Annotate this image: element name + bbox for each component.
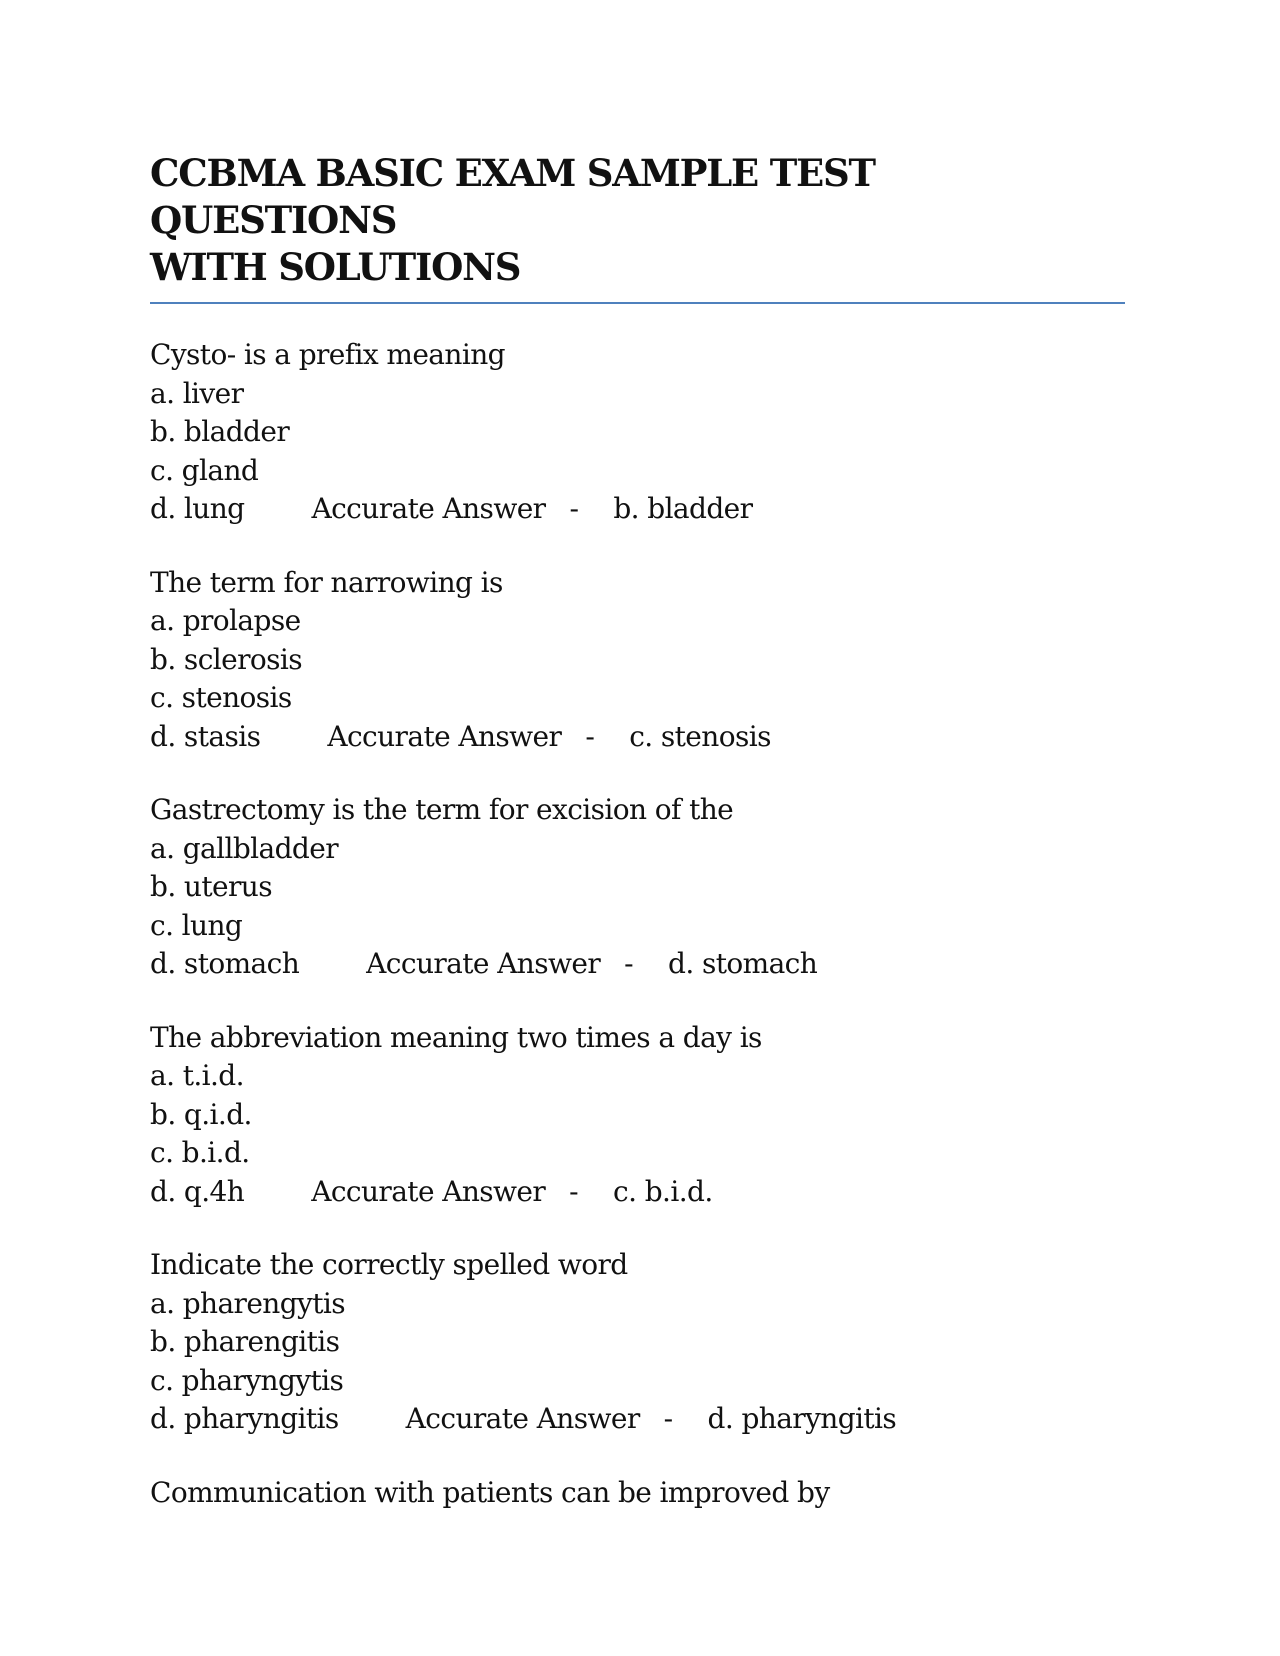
option-b: b. uterus [150, 870, 272, 903]
question-block [150, 1019, 1125, 1212]
option-d-with-answer [150, 718, 1125, 757]
option-b: b. sclerosis [150, 642, 303, 676]
option-d-with-answer [150, 945, 1125, 984]
question-prompt: The term for narrowing is [150, 565, 503, 599]
answer-label: Accurate Answer [311, 492, 546, 525]
answer-value: d. pharyngitis [707, 1402, 897, 1435]
question-block [150, 336, 1125, 529]
answer-value: c. b.i.d. [613, 1174, 713, 1208]
question-block [150, 1246, 1125, 1439]
question-block [150, 791, 1125, 984]
option-a: a. liver [150, 376, 244, 410]
option-a: a. gallbladder [150, 831, 338, 865]
answer-value: b. bladder [613, 492, 753, 525]
answer-label: Accurate Answer [327, 719, 562, 753]
option-a: a. pharengytis [150, 1286, 346, 1320]
option-b: b. pharengitis [150, 1325, 340, 1358]
answer-separator: - [585, 719, 595, 753]
option-c: c. gland [150, 453, 259, 487]
option-b: b. bladder [150, 415, 290, 448]
answer-value: d. stomach [668, 947, 818, 980]
option-d: d. stasis [150, 719, 261, 753]
answer-label: Accurate Answer [366, 947, 601, 980]
question-prompt: Communication with patients can be improved by [150, 1475, 830, 1509]
answer-label: Accurate Answer [405, 1402, 640, 1435]
answer-separator: - [569, 492, 579, 525]
option-b: b. q.i.d. [150, 1097, 252, 1131]
option-a: a. prolapse [150, 604, 301, 637]
title-line-2: WITH SOLUTIONS [150, 245, 521, 289]
option-d: d. pharyngitis [150, 1402, 339, 1435]
question-prompt: Gastrectomy is the term for excision of the [150, 793, 734, 826]
title-line-1: CCBMA BASIC EXAM SAMPLE TEST QUESTIONS [150, 151, 875, 242]
answer-separator: - [663, 1402, 673, 1435]
question-prompt: Cysto- is a prefix meaning [150, 338, 505, 371]
option-d: d. stomach [150, 947, 300, 980]
option-c: c. lung [150, 908, 243, 942]
option-d: d. q.4h [150, 1174, 245, 1208]
option-c: c. stenosis [150, 681, 292, 714]
title-divider [150, 302, 1125, 304]
question-block [150, 564, 1125, 757]
option-d-with-answer [150, 1400, 1125, 1439]
answer-label: Accurate Answer [311, 1174, 546, 1208]
document-page [150, 150, 1125, 1512]
option-d-with-answer [150, 1173, 1125, 1212]
answer-separator: - [624, 947, 634, 980]
option-c: c. b.i.d. [150, 1136, 250, 1169]
answer-separator: - [569, 1174, 579, 1208]
option-c: c. pharyngytis [150, 1363, 344, 1397]
question-block [150, 1474, 1125, 1513]
option-d-with-answer [150, 490, 1125, 529]
option-a: a. t.i.d. [150, 1059, 244, 1092]
answer-value: c. stenosis [629, 719, 771, 753]
option-d: d. lung [150, 492, 245, 525]
document-title [150, 150, 1125, 291]
question-prompt: The abbreviation meaning two times a day is [150, 1020, 762, 1054]
question-prompt: Indicate the correctly spelled word [150, 1248, 628, 1281]
